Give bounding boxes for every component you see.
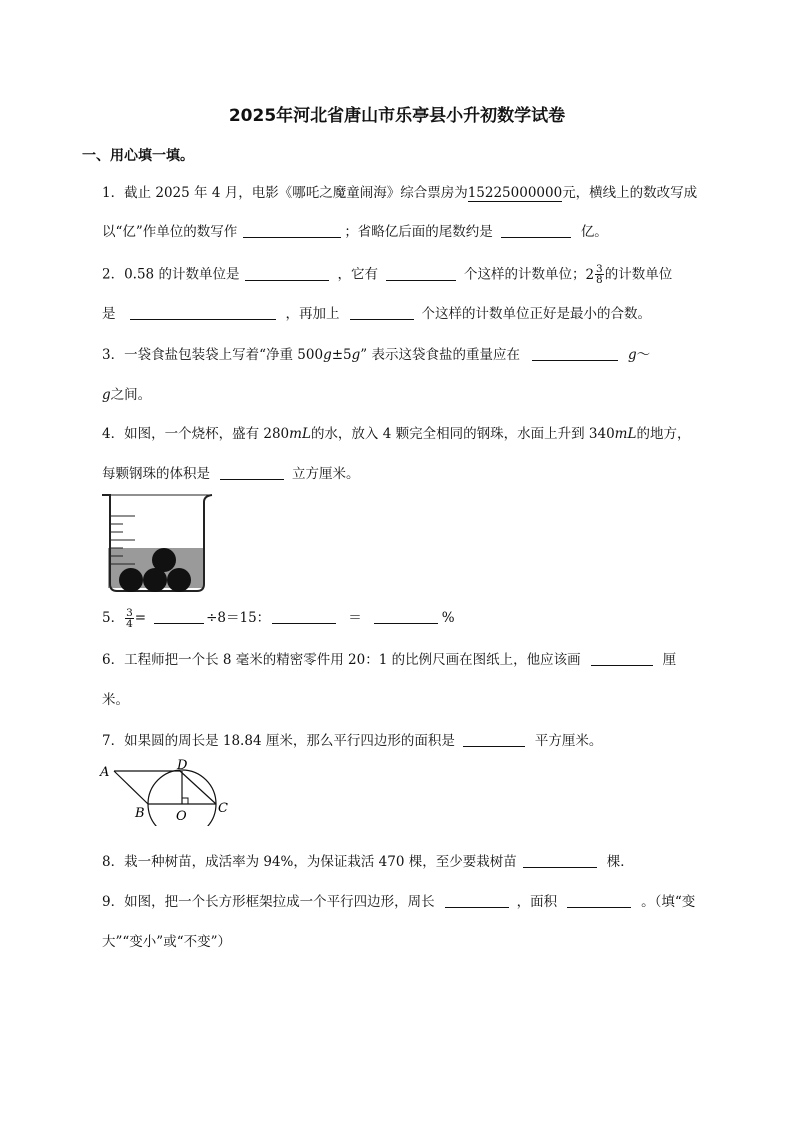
question-1-text-c: 以“亿”作单位的数写作 [102,224,238,240]
question-2-line-1 [102,264,672,285]
question-5-blank-3[interactable] [374,609,438,624]
tilde: ～ [636,347,651,363]
question-2-text-b: ，它有 [337,266,378,283]
question-2-text-d: 的计数单位 [604,266,673,283]
label-d: D [177,758,188,773]
question-6-line-2: 米。 [102,692,129,708]
plus-minus: ±5 [331,347,352,363]
question-9-text-c: 。（填“变 [641,894,696,910]
question-4-text-e: 立方厘米。 [292,466,360,482]
question-6-blank-1[interactable] [591,651,653,666]
equals-sign: = [134,610,147,626]
question-3-text-b: ” 表示这袋食盐的重量应在 [360,347,520,363]
label-o: O [176,809,187,824]
unit-g-4: g [102,387,111,403]
question-9-line-1 [102,892,695,912]
question-6-text-b: 厘 [662,652,677,668]
question-3-blank-1[interactable] [532,346,618,361]
question-1-text-e: 亿。 [580,224,608,240]
steel-ball [167,568,191,592]
mixed-denominator: 8 [596,274,603,286]
unit-g-3: g [627,347,637,363]
question-5-blank-2[interactable] [272,609,336,624]
question-1-line-1 [102,183,697,203]
question-4-blank-1[interactable] [220,465,284,480]
question-1-blank-2[interactable] [501,223,571,238]
segment-ab [114,771,148,804]
question-9-blank-2[interactable] [567,893,631,908]
label-c: C [218,801,228,816]
question-9-line-2: 大”“变小”或“不变”） [102,934,232,950]
question-8-line [102,852,634,872]
question-6-line-1 [102,650,676,670]
page-title: 2025年河北省唐山市乐亭县小升初数学试卷 [228,106,566,126]
unit-g-2: g [351,347,361,363]
mixed-fraction [585,264,604,285]
question-9-blank-1[interactable] [445,893,509,908]
question-5-line [102,608,455,629]
question-2-text-c: 个这样的计数单位； [463,266,586,283]
steel-ball [143,568,167,592]
question-2-blank-1[interactable] [245,266,329,281]
unit-ml-2: mL [614,426,637,442]
question-1-underlined-number: 15225000000 [467,185,563,201]
question-2-blank-3[interactable] [130,305,276,320]
question-2-line-2 [102,304,651,324]
question-7-line [102,731,602,751]
question-8-text-a: 8．栽一种树苗，成活率为 94%，为保证栽活 470 棵，至少要栽树苗 [102,854,517,870]
question-5-percent: % [441,610,455,626]
question-2-text-a: 2．0.58 的计数单位是 [102,266,240,283]
question-2-blank-4[interactable] [350,305,414,320]
question-3-text-a: 3．一袋食盐包装袋上写着“净重 500 [102,347,324,363]
fraction-denominator: 4 [126,618,133,630]
question-1-line-2 [102,222,608,242]
circle-parallelogram-figure [96,756,236,826]
question-9-text-a: 9．如图，把一个长方形框架拉成一个平行四边形，周长 [102,894,435,910]
question-5-number: 5． [102,610,125,626]
steel-ball [119,568,143,592]
question-4-line-1 [102,424,690,444]
question-4-text-d: 每颗钢珠的体积是 [102,466,210,482]
question-5-blank-1[interactable] [154,609,204,624]
question-1-text-b: 元，横线上的数改写成 [562,185,698,201]
question-6-text-a: 6．工程师把一个长 8 毫米的精密零件用 20：1 的比例尺画在图纸上，他应该画 [102,652,581,668]
unit-ml-1: mL [289,426,311,442]
question-8-text-b: 棵． [606,854,634,870]
question-2-blank-2[interactable] [386,266,456,281]
question-4-text-c: 的地方， [636,426,691,442]
segment-dc [180,771,216,804]
question-3-line-2 [102,385,151,405]
question-1-text-a: 1．截止 2025 年 4 月，电影《哪吒之魔童闹海》综合票房为 [102,185,468,201]
label-a: A [100,765,110,780]
question-1-blank-1[interactable] [243,223,341,238]
question-9-text-b: ，面积 [516,894,558,910]
question-2-text-e: 是 [102,306,116,322]
question-3-line-1 [102,345,650,365]
question-7-blank-1[interactable] [463,732,525,747]
question-4-text-a: 4．如图，一个烧杯，盛有 280 [102,426,290,442]
question-2-text-f: ，再加上 [285,306,340,322]
beaker-figure [100,492,218,594]
fraction-numerator: 3 [126,607,133,619]
right-angle-mark [182,798,188,804]
question-2-text-g: 个这样的计数单位正好是最小的合数。 [421,306,651,322]
label-b: B [135,806,145,821]
question-5-text-c: ＝ [348,610,362,626]
question-1-text-d: ；省略亿后面的尾数约是 [344,224,493,240]
question-5-text-b: ÷8＝15： [206,610,271,626]
section-heading: 一、用心填一填。 [82,148,194,164]
unit-g-1: g [323,347,332,363]
question-4-text-b: 的水，放入 4 颗完全相同的钢珠，水面上升到 340 [310,426,615,442]
question-3-text-c: 之间。 [110,387,152,403]
question-4-line-2 [102,464,360,484]
question-7-text-a: 7．如果圆的周长是 18.84 厘米，那么平行四边形的面积是 [102,733,455,749]
mixed-whole: 2 [585,266,595,283]
mixed-numerator: 3 [596,263,603,275]
question-8-blank-1[interactable] [523,853,597,868]
question-7-text-b: 平方厘米。 [534,733,603,749]
